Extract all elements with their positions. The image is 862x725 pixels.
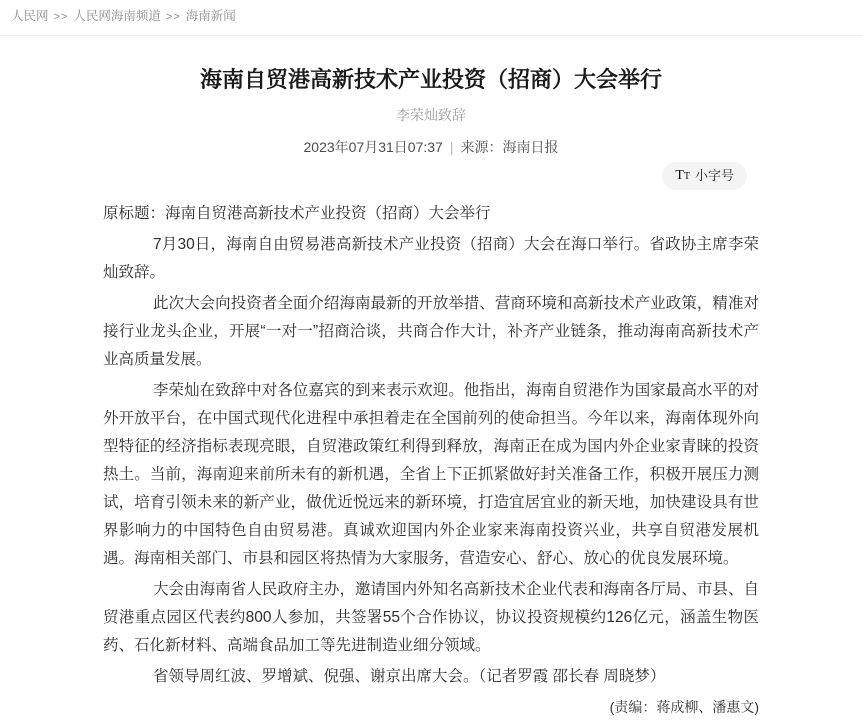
breadcrumb: [0, 0, 862, 36]
publish-date: 2023年07月31日07:37: [303, 139, 443, 155]
article-meta: [103, 138, 759, 156]
original-title-line: [103, 200, 759, 228]
breadcrumb-separator: >>: [165, 11, 181, 23]
breadcrumb-link-peoples-daily[interactable]: 人民网: [11, 9, 49, 23]
source-label: 来源：: [460, 139, 503, 155]
article-paragraph: 大会由海南省人民政府主办，邀请国内外知名高新技术企业代表和海南各厅局、市县、自贸港重点园区代表约800人参加，共签署55个合作协议，协议投资规模约126亿元，涵盖生物医药、石化新材料、高端食品加工等先进制造业细分领域。: [103, 581, 759, 654]
source-link[interactable]: 海南日报: [502, 139, 559, 155]
original-title-text: 海南自贸港高新技术产业投资（招商）大会举行: [165, 205, 491, 222]
original-title-label: 原标题：: [103, 205, 166, 222]
article-paragraph: 此次大会向投资者全面介绍海南最新的开放举措、营商环境和高新技术产业政策，精准对接行业龙头企业，开展“一对一”招商洽谈，共商合作大计，补齐产业链条，推动海南高新技术产业高质量发展。: [103, 295, 759, 368]
article-toolbar: [103, 162, 747, 190]
font-size-button-label: 小字号: [694, 168, 734, 183]
article-title: 海南自贸港高新技术产业投资（招商）大会举行: [199, 67, 662, 92]
meta-separator: |: [449, 139, 454, 155]
article-paragraph: 省领导周红波、罗增斌、倪强、谢京出席大会。（记者罗霞 邵长春 周晓梦）: [153, 668, 666, 685]
breadcrumb-link-hainan-channel[interactable]: 人民网海南频道: [73, 9, 161, 23]
article-container: [103, 63, 759, 716]
article-paragraph: 李荣灿在致辞中对各位嘉宾的到来表示欢迎。他指出，海南自贸港作为国家最高水平的对外开放平台，在中国式现代化进程中承担着走在全国前列的使命担当。今年以来，海南体现外向型特征的经济指标表现亮眼，自贸港政策红利得到释放，海南正在成为国内外企业家青睐的投资热土。当前，海南迎来前所未有的新机遇，全省上下正抓紧做好封关准备工作，积极开展压力测试，培育引领未来的新产业，做优近悦远来的新环境，打造宜居宜业的新天地，加快建设具有世界影响力的中国特色自由贸易港。真诚欢迎国内外企业家来海南投资兴业，共享自贸港发展机遇。海南相关部门、市县和园区将热情为大家服务，营造安心、舒心、放心的优良发展环境。: [103, 382, 759, 567]
breadcrumb-separator: >>: [53, 11, 69, 23]
article-subtitle: 李荣灿致辞: [396, 107, 466, 123]
breadcrumb-link-hainan-news[interactable]: 海南新闻: [185, 9, 236, 23]
article-paragraph: 7月30日，海南自由贸易港高新技术产业投资（招商）大会在海口举行。省政协主席李荣灿致辞。: [103, 236, 759, 281]
font-size-icon: TT: [675, 168, 690, 183]
font-size-button[interactable]: [662, 162, 747, 190]
article-body: [103, 200, 759, 716]
editors-line: (责编：蒋成柳、潘惠文): [609, 699, 759, 715]
